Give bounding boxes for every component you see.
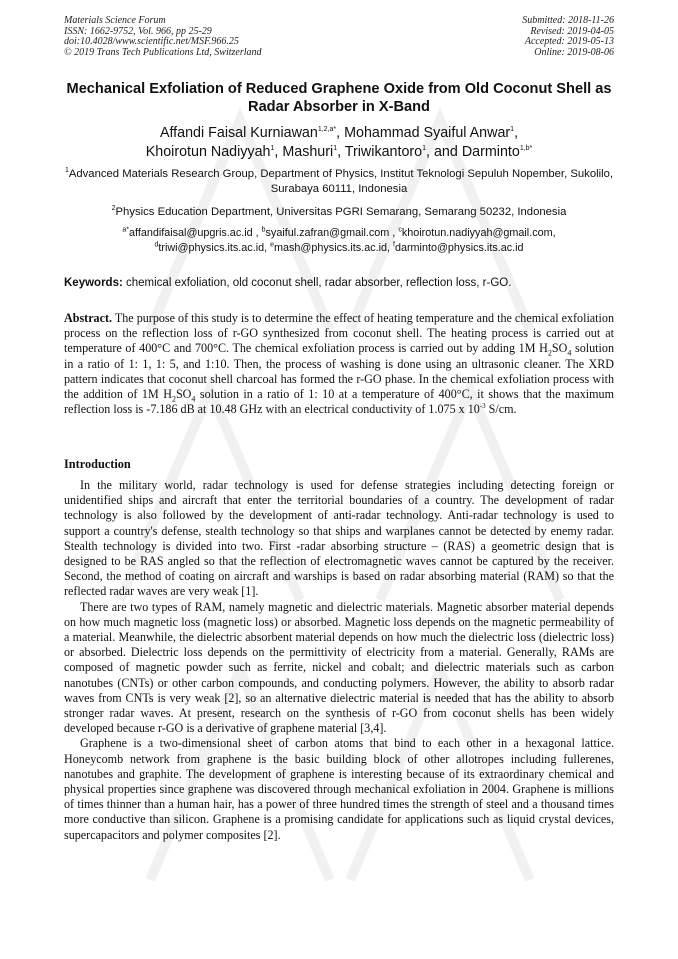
revised-date: Revised: 2019-04-05 [530,25,614,37]
email-address[interactable]: khoirotun.nadiyyah@gmail.com [401,227,553,239]
abstract-text: The purpose of this study is to determine the effect of heating temperature and the chemical exfoliation process on the reflection loss of r-GO synthesized from coconut shell. The heating process is carried out at temperature of 400°C and 700°C. The chemical exfoliation process is carried out by adding 1M H [64,311,614,356]
submission-dates [522,16,614,58]
author-affil-mark: 1 [333,145,338,153]
issn-line: ISSN: 1662-9752, Vol. 966, pp 25-29 [64,25,212,37]
author-affil-mark: 1 [510,126,515,134]
introduction-body [64,478,614,843]
email-address[interactable]: triwi@physics.its.ac.id [158,241,265,254]
subscript: 2 [171,394,176,404]
author-affil-mark: 1,b* [519,145,533,153]
author-list: Affandi Faisal Kurniawan$^{1,2,a*}$, Mohammad Syaiful Anwar$^1$, Khoirotun Nadiyyah$^1$, Mashuri$^1$, Triwikantoro$^1$, and Darminto$^{1,b*}$ [145,125,533,160]
author-name: Triwikantoro [344,144,423,160]
journal-name: Materials Science Forum [64,15,166,26]
affiliation-mark: 2 [111,205,116,213]
email-address[interactable]: syaiful.zafran@gmail.com [265,227,390,239]
author-conjunction: and [433,144,458,160]
abstract-text: solution in a ratio of 1: 1, 1: 5, and 1:10. Then, the process of washing is done using an ultrasonic cleaner. The XRD pattern indicates that coconut shell charcoal has formed the r-GO phase. In the chemical exfoliation process with the addition of 1M H [64,341,614,402]
abstract-label: Abstract. [64,311,113,325]
subscript: 4 [191,394,196,404]
superscript: -3 [479,402,486,411]
email-mark: b [261,226,266,234]
paragraph: There are two types of RAM, namely magnetic and dielectric materials. Magnetic absorber material depends on how much magnetic loss (magnetic loss) or absorbed. Magnetic loss depends on the magnetic permeability of a material. Meanwhile, the dielectric absorbent material depends on how much the dielectric loss (dielectric loss) or absorbed. Dielectric loss depends on the permittivity of electricity from a material. Generally, RAMs are composed of magnetic powder such as ferrite, nickel and cobalt; and dielectric materials such as carbon nanotubes (CNTs) or other carbon compounds, and conducting polymers. However, the ability to absorb radar waves from CNTs is very weak [2], so an alternative dielectric material is needed that has the ability to absorb stronger radar waves. At present, research on the synthesis of r-GO from coconut shells has been widely developed because r-GO is a derivative of graphene material [3,4]. [64,599,614,736]
author-name: Mohammad Syaiful Anwar [344,125,511,141]
paragraph: In the military world, radar technology is used for defense strategies including detecting foreign or unidentified ships and aircraft that enter the territorial boundaries of a country. The development of radar technology is also followed by the development of anti-radar technology. Anti-radar technology is used to support a country's defense, stealth technology so that ships and warplanes cannot be detected by enemy radar. Stealth technology is divided into two. First -radar absorbing structure – (RAS) a geometric design that is designed to be RAS angled so that the reflection of electromagnetic waves cannot be captured by the receiver. Second, the method of coating on aircraft and warships is based on radar absorbing material (RAM) so that the reflected radar waves are very weak [1]. [64,478,614,599]
email-mark: d [154,240,159,248]
affiliation-2 [64,205,614,220]
online-date: Online: 2019-08-06 [534,46,614,58]
abstract-text: SO [551,341,568,356]
accepted-date: Accepted: 2019-05-13 [524,36,614,47]
email-address[interactable]: darminto@physics.its.ac.id [394,241,524,254]
email-address[interactable]: mash@physics.its.ac.id [274,241,387,254]
affiliation-mark: 1 [64,167,69,175]
author-name: Khoirotun Nadiyyah [145,144,271,160]
email-address[interactable]: affandifaisal@upgris.ac.id [129,227,253,239]
paper-title: Mechanical Exfoliation of Reduced Graphene Oxide from Old Coconut Shell as Radar Absorber in X-Band [66,81,612,115]
abstract [64,311,614,417]
email-list: $^{a*}$affandifaisal@upgris.ac.id , $^b$syaiful.zafran@gmail.com , $^c$khoirotun.nadiyyah@gmail.com, $^d$triwi@physics.its.ac.id, $^e$mash@physics.its.ac.id, $^f$darminto@physics.its.ac.id [122,226,556,254]
author-affil-mark: 1,2,a* [317,126,337,134]
keywords-text: chemical exfoliation, old coconut shell, radar absorber, reflection loss, r-GO. [126,277,512,289]
keywords-label: Keywords: [64,277,123,289]
author-name: Darminto [461,144,520,160]
paragraph: Graphene is a two-dimensional sheet of carbon atoms that bind to each other in a hexagonal lattice. Honeycomb network from graphene is the basic building block of other allotropes including fullerenes, nanotubes and graphite. The development of graphene is interesting because of its extraordinary chemical and physical properties since graphene was discovered through mechanical exfoliation in 2004. Graphene is millions of times thinner than a human hair, has a power of three hundred times the strength of steel and a thousand times more conductive than silicon. Graphene is a promising candidate for applications such as liquid crystal devices, supercapacitors and polymer composites [2]. [64,736,614,842]
journal-info [64,16,262,58]
abstract-text: S/cm. [485,402,517,417]
author-name: Mashuri [282,144,334,160]
email-mark: e [270,240,275,248]
keywords [64,276,614,290]
section-heading: Introduction [64,457,131,471]
email-mark: c [398,226,402,234]
copyright-line: © 2019 Trans Tech Publications Ltd, Switzerland [64,46,262,58]
author-affil-mark: 1 [270,145,275,153]
submitted-date: Submitted: 2018-11-26 [522,15,614,26]
email-mark: a* [122,226,130,234]
subscript: 4 [567,348,572,358]
affiliation-1 [64,167,614,196]
abstract-text: solution in a ratio of 1: 10 at a temperature of 400°C, it shows that the maximum reflection loss is -7.186 dB at 10.48 GHz with an electrical conductivity of 1.075 x 10 [64,387,614,417]
author-affil-mark: 1 [422,145,427,153]
email-mark: f [393,240,395,248]
affiliation-text: Physics Education Department, Universitas PGRI Semarang, Semarang 50232, Indonesia [115,206,567,218]
abstract-text: SO [175,387,192,402]
affiliation-text: Advanced Materials Research Group, Department of Physics, Institut Teknologi Sepuluh Nopember, Sukolilo, Surabaya 60111, Indonesia [68,168,614,195]
doi-line: doi:10.4028/www.scientific.net/MSF.966.25 [64,36,239,47]
subscript: 2 [547,348,552,358]
author-name: Affandi Faisal Kurniawan [159,125,318,141]
